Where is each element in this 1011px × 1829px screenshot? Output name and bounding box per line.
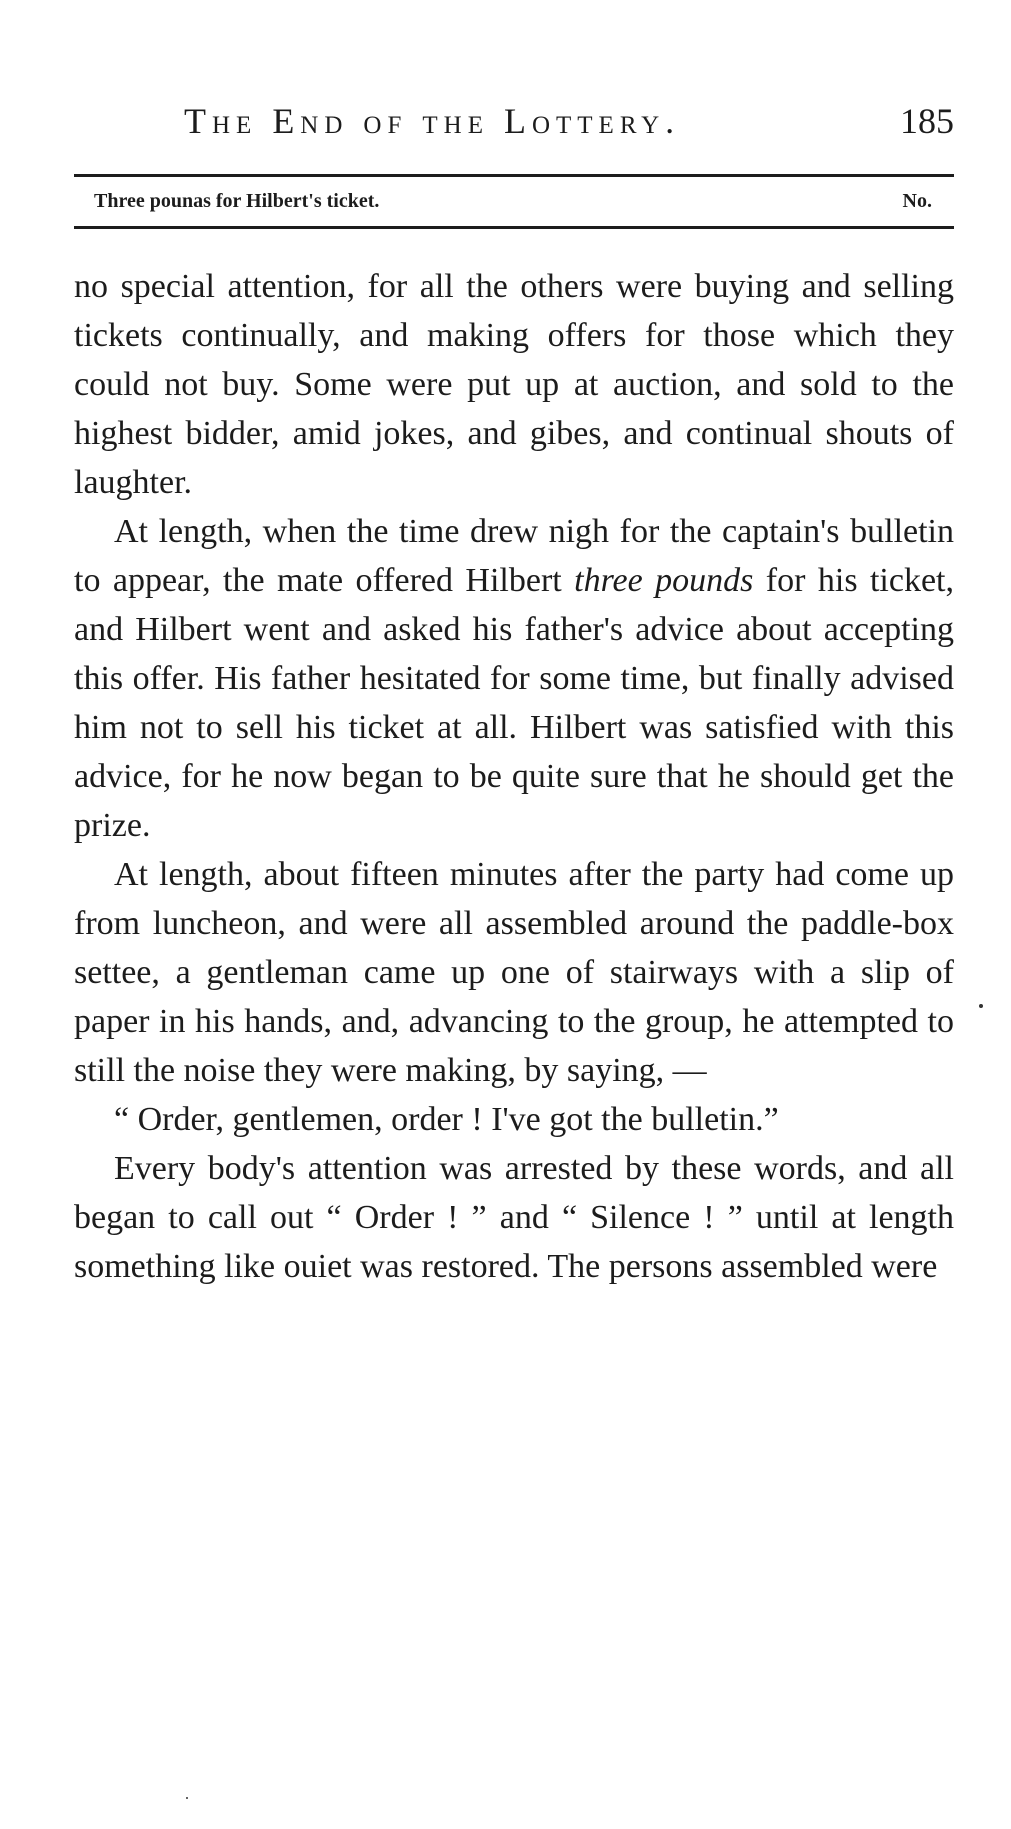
running-head [74, 100, 954, 150]
running-title: The End of the Lottery. [184, 101, 681, 141]
marginal-subhead [74, 186, 954, 218]
ink-speck [979, 1004, 983, 1008]
paragraph-text: At length, when the time drew nigh for the captain's bulletin to appear, the mate offered Hilbert [74, 513, 954, 599]
subhead-summary: Three pounas for Hilbert's ticket. [94, 190, 380, 212]
paragraph-continuation: no special attention, for all the others were buying and selling tickets continually, and making offers for those which they could not buy. Some were put up at auction, and sold to the highest bidder, amid jokes, and gibes, and continual shouts of laughter. [74, 268, 954, 501]
paragraph-silence: Every body's attention was arrested by these words, and all began to call out “ Order ! ” and “ Silence ! ” until at length something like ouiet was restored. The persons assembled were [74, 1150, 954, 1285]
ink-speck [186, 1797, 188, 1799]
header-bottom-rule [74, 226, 954, 229]
paragraph-quote: “ Order, gentlemen, order ! I've got the bulletin.” [114, 1101, 779, 1138]
paragraph-gentleman-arrives: At length, about fifteen minutes after the party had come up from luncheon, and were all assembled around the paddle-box settee, a gentleman came up one of stairways with a slip of paper in his hands, and, advancing to the group, he attempted to still the noise they were making, by saying, — [74, 856, 954, 1089]
page-number: 185 [900, 101, 954, 141]
emphasis-text: three pounds [574, 562, 754, 599]
header-top-rule [74, 174, 954, 177]
subhead-number-label: No. [902, 190, 932, 212]
body-text [74, 262, 954, 1291]
paragraph-mate-offer [74, 507, 954, 850]
paragraph-text: for his ticket, and Hilbert went and asked his father's advice about accepting this offer. His father hesitated for some time, but finally advised him not to sell his ticket at all. Hilbert was satisfied with this advice, for he now began to be quite sure that he should get the prize. [74, 562, 954, 844]
